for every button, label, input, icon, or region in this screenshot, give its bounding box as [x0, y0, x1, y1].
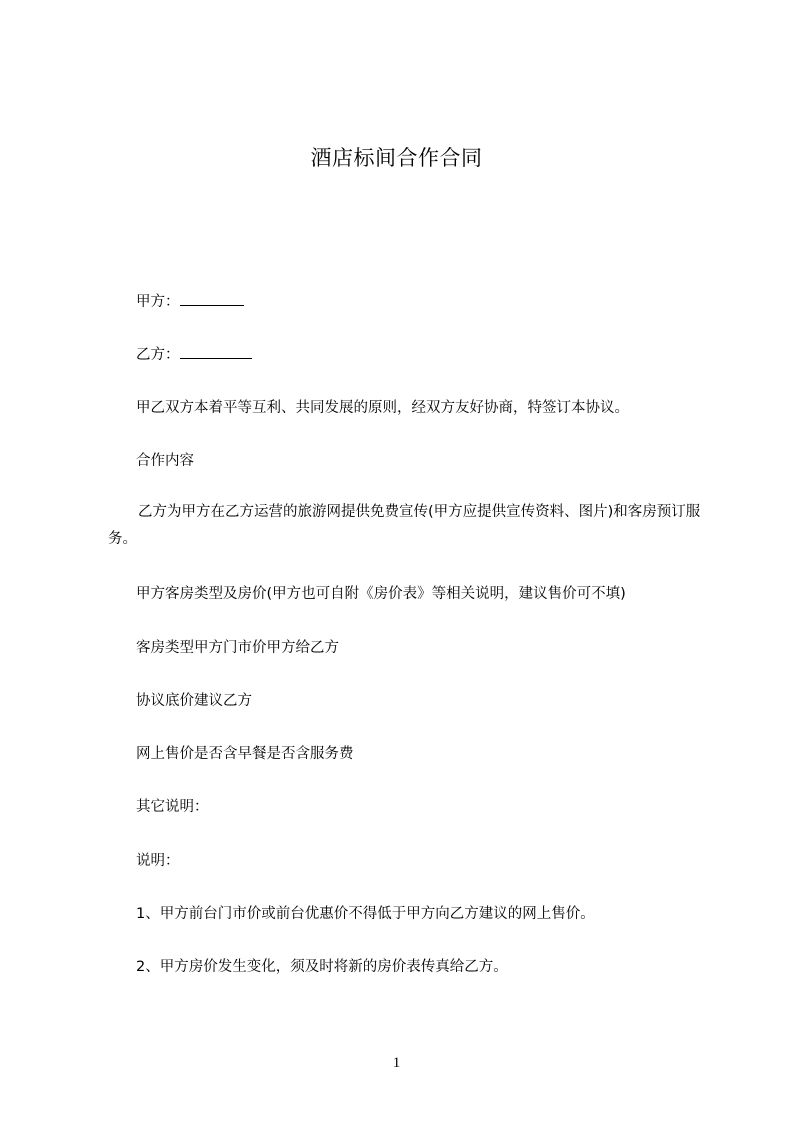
- party-b-line: [136, 344, 252, 365]
- table-line-3: 网上售价是否含早餐是否含服务费: [136, 746, 354, 762]
- party-b-label: 乙方：: [136, 347, 180, 363]
- intro-text: 甲乙双方本着平等互利、共同发展的原则，经双方友好协商，特签订本协议。: [136, 400, 629, 416]
- table-line-2: 协议底价建议乙方: [136, 693, 252, 709]
- page-number: 1: [392, 1055, 401, 1071]
- party-a-blank: [180, 291, 244, 306]
- party-a-line: [136, 291, 244, 312]
- table-line-1: 客房类型甲方门市价甲方给乙方: [136, 640, 339, 656]
- room-types-text: 甲方客房类型及房价(甲方也可自附《房价表》等相关说明，建议售价可不填): [136, 586, 626, 602]
- note-2: 2、甲方房价发生变化，须及时将新的房价表传真给乙方。: [136, 959, 508, 975]
- note-1: 1、甲方前台门市价或前台优惠价不得低于甲方向乙方建议的网上售价。: [136, 906, 595, 922]
- party-b-blank: [180, 344, 252, 359]
- party-a-label: 甲方：: [136, 294, 180, 310]
- cooperation-paragraph: 乙方为甲方在乙方运营的旅游网提供免费宣传(甲方应提供宣传资料、图片)和客房预订服务。: [108, 504, 701, 547]
- document-title: 酒店标间合作合同: [310, 146, 483, 170]
- notes-heading: 说明：: [136, 853, 180, 869]
- other-notes-label: 其它说明：: [136, 799, 209, 815]
- section-heading: 合作内容: [136, 453, 194, 469]
